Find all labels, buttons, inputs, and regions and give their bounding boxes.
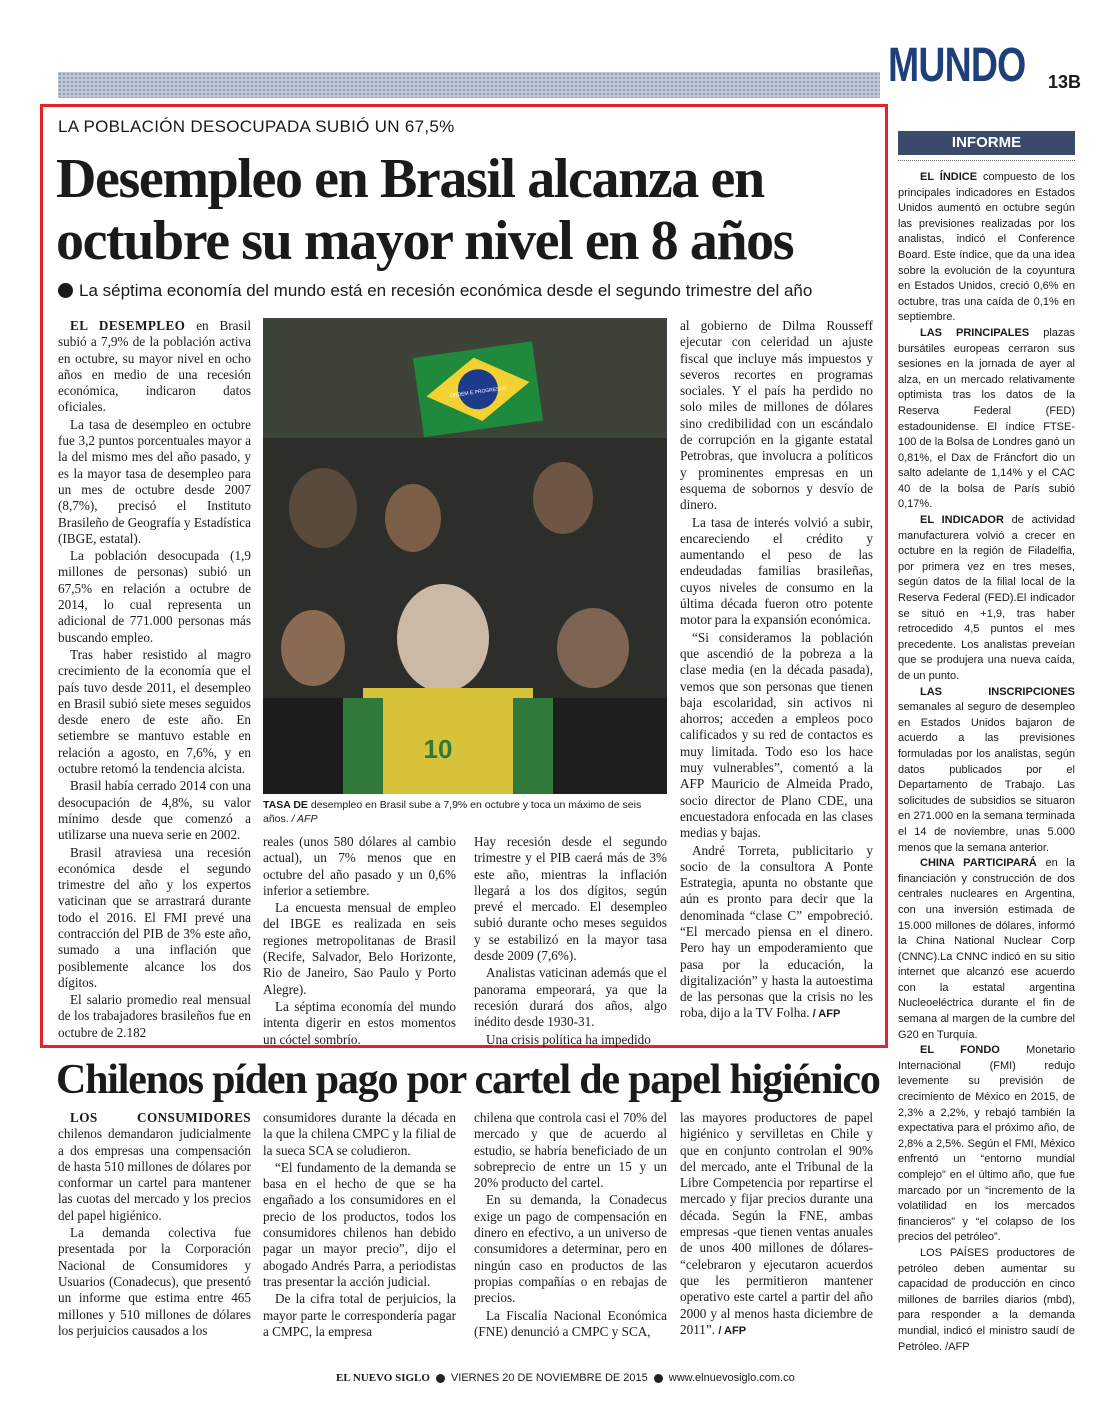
paragraph: André Torreta, publicitario y socio de la consultora A Ponte Estrategia, apunta no obstante que aún es pronto para decir que la denominada “clase C” empobreció. “El mercado piensa en el dinero. Pero hay un empoderamiento que pasa por la educación, la digitalización” y hasta la autoestima de las personas que la crisis no les roba, dijo a la TV Folha. (680, 842, 873, 1021)
section-title: MUNDO (888, 39, 1026, 92)
caption-text: desempleo en Brasil sube a 7,9% en octubre y toca un máximo de seis años. (263, 799, 642, 825)
article2-column-3 (474, 1110, 667, 1341)
protest-photo (263, 318, 667, 794)
article-deck (58, 281, 878, 301)
paragraph: consumidores durante la década en la que la chilena CMPC y la filial de la sueca SCA se coludieron. (263, 1110, 456, 1158)
shirt-number: 10 (423, 734, 453, 764)
sidebar-text: en la financiación y construcción de dos centrales nucleares en Argentina, con una inversión estimada de 15.000 millones de dólares, informó la China National Nuclear Corp (CNNC).La CNNC indicó en su sitio internet que alcanzó ese acuerdo con la estatal argentina Nucleoeléctrica durante el fin de semana al margen de la cumbre del G20 en Turquía. (898, 857, 1075, 1041)
informe-sidebar (898, 170, 1075, 1355)
footer-date: VIERNES 20 DE NOVIEMBRE DE 2015 (450, 1372, 648, 1384)
sidebar-text: LOS PAÍSES productores de petróleo deben aumentar su capacidad de producción en cinco millones de barriles diarios (mbd), para responder a la demanda mundial, indicó el ministro saudí de Petróleo. /AFP (898, 1246, 1075, 1353)
photo-caption (263, 798, 667, 826)
bullet-dot-icon (58, 283, 73, 298)
article-signature: / AFP (809, 1008, 841, 1021)
flag-motto: ORDEM E PROGRESSO (449, 385, 508, 400)
paragraph: La población desocupada (1,9 millones de personas) subió un 67,5% en relación a octubre de 2014, lo cual representa un adicional de 771.000 personas más buscando empleo. (58, 548, 251, 645)
caption-lead: TASA DE (263, 799, 308, 811)
paragraph: Brasil había cerrado 2014 con una desocupación de 4,8%, su valor mínimo desde que comenzó a utilizarse una nueva serie en 2002. (58, 778, 251, 843)
sidebar-text: plazas bursátiles europeas cerraron sus sesiones en la jornada de ayer al alza, en un mercado relativamente optimista tras los datos de la Reserva Federal (FED) estadounidense. El índice FTSE-100 de la Bolsa de Londres ganó un 0,81%, el Dax de Fráncfort dio un salto adelante de 1,14% y el CAC 40 de la bolsa de París subió 0,17%. (898, 326, 1075, 511)
sidebar-text: semanales al seguro de desempleo en Estados Unidos bajaron de acuerdo a las previsiones formuladas por los analistas, según datos publicados por el Departamento de Trabajo. Las solicitudes de subsidios se situaron en 271.000 en la semana terminada el 14 de noviembre, unas 5.000 menos que la semana anterior. (898, 701, 1075, 854)
paragraph: chilenos demandaron judicialmente a dos empresas una compensación de hasta 510 millones de dólares por conformar un cartel para mantener las cuotas del mercado y los precios del papel higiénico. (58, 1126, 251, 1223)
paragraph: En su demanda, la Conadecus exige un pago de compensación en dinero en efectivo, a un universo de consumidores a determinar, pero en ningún caso en productos de las propias compañías o en rebajas de precios. (474, 1192, 667, 1306)
paragraph: al gobierno de Dilma Rousseff ejecutar con celeridad un ajuste fiscal que incluye más impuestos y severos recortes en programas sociales. Y el país ha perdido no solo miles de millones de dólares sino credibilidad con un escándalo de corrupción en la gigante estatal Petrobras, que involucra a políticos y prominentes empresas en un esquema de sobornos y desvío de dinero. (680, 318, 873, 513)
page-footer (336, 1372, 795, 1384)
article1-column-4 (680, 318, 873, 1024)
sidebar-lead: EL INDICADOR (920, 514, 1004, 527)
sidebar-lead: LAS INSCRIPCIONES (920, 685, 1075, 698)
paragraph: Una crisis política ha impedido (486, 1031, 651, 1047)
bullet-dot-icon (654, 1374, 663, 1383)
sidebar-lead: EL FONDO (920, 1044, 1000, 1057)
sidebar-rule (898, 160, 1075, 161)
sidebar-text: compuesto de los principales indicadores en Estados Unidos aumentó en octubre según las previsiones realizadas por los analistas, indicó el Conference Board. Este índice, que da una idea sobre la evolución de la coyuntura en Estados Unidos, creció 0,6% en octubre, tras una caída de 0,1% en septiembre. (898, 171, 1075, 324)
bullet-dot-icon (436, 1374, 445, 1383)
sidebar-lead: CHINA PARTICIPARÁ (920, 857, 1037, 870)
paragraph: La encuesta mensual de empleo del IBGE es realizada en seis regiones metropolitanas de Brasil (Recife, Salvador, Belo Horizonte, Rio de Janeiro, Sao Paulo y Porto Alegre). (263, 900, 456, 997)
footer-url[interactable]: www.elnuevosiglo.com.co (668, 1372, 795, 1384)
article2-headline: Chilenos píden pago por cartel de papel higiénico (56, 1057, 880, 1103)
paragraph: Brasil atraviesa una recesión económica desde el segundo trimestre del año y los expertos vaticinan que se arrastrará durante todo el 2016. El FMI prevé una contracción del PIB de 3% este año, sumado a una inflación que posiblemente alcance los dos dígitos. (58, 844, 251, 990)
newspaper-brand: EL NUEVO SIGLO (336, 1372, 430, 1384)
paragraph: en Brasil subió a 7,9% de la población activa en octubre, su mayor nivel en ocho años en medio de una recesión económica, indicaron datos oficiales. (58, 318, 251, 415)
article2-column-4 (680, 1110, 873, 1340)
caption-credit: / AFP (288, 813, 318, 825)
article2-column-2 (263, 1110, 456, 1341)
lead-in: LOS CONSUMIDORES (70, 1110, 251, 1125)
article-headline (56, 148, 886, 272)
paragraph: De la cifra total de perjuicios, la mayor parte le correspondería pagar a CMPC, la empresa (263, 1291, 456, 1339)
lead-in: EL DESEMPLEO (70, 318, 186, 333)
article-kicker: LA POBLACIÓN DESOCUPADA SUBIÓ UN 67,5% (58, 117, 455, 136)
paragraph: chilena que controla casi el 70% del mercado y que de acuerdo al estudio, se habría beneficiado de un sobreprecio de entre un 15 y un 20% producto del cartel. (474, 1110, 667, 1191)
paragraph: “El fundamento de la demanda se basa en el hecho de que se ha engañado a los consumidores en el precio de los productos, todos los consumidores chilenos han debido pagar un mayor precio”, dijo el abogado Andrés Parra, a periodistas tras presentar la acción judicial. (263, 1159, 456, 1289)
article1-column-2 (263, 834, 456, 1049)
sidebar-text: de actividad manufacturera volvió a crecer en octubre en la región de Filadelfia, por primera vez en tres meses, según datos de la filial local de la Reserva Federal (FED).El indicador se situó en +1,9, tras haber retrocedido 4,5 puntos el mes precedente. Los analistas preveían que se produjera una nueva caída, de un punto. (898, 514, 1076, 682)
headline-line-1: Desempleo en Brasil alcanza en (56, 148, 764, 210)
paragraph: las mayores productores de papel higiénico y servilletas en Chile y que en conjunto controlan el 90% del mercado, ante el Tribunal de la Libre Competencia por repartirse el mercado y fijar precios durante una década. Según la FNE, ambas empresas -que tienen ventas anuales de unos 400 millones de dólares- “celebraron y ejecutaron acuerdos que les permitieron mantener operativo este cartel a partir del año 2000 y al menos hasta diciembre de 2011”. (680, 1110, 873, 1337)
paragraph: La séptima economía del mundo intenta digerir en estos momentos un cóctel sombrío. (263, 998, 456, 1047)
sidebar-lead: LAS PRINCIPALES (920, 326, 1030, 339)
deck-text: La séptima economía del mundo está en recesión económica desde el segundo trimestre del año (79, 281, 813, 300)
article2-column-1 (58, 1110, 251, 1340)
article1-column-3 (474, 834, 667, 1049)
sidebar-lead: EL ÍNDICE (920, 171, 978, 183)
page-number: 13B (1048, 72, 1082, 92)
sidebar-text: Monetario Internacional (FMI) redujo levemente su previsión de crecimiento de México en 2015, de 2,3% a 2,2%, y rebajó también la expectativa para el próximo año, de 2,8% a 2,5%. Según el FMI, México enfrentó un “entorno mundial complejo” en el último año, que fue marcado por un “incremento de la volatilidad en los mercados financieros” y “el colapso de los precios del petróleo”. (898, 1044, 1075, 1244)
paragraph: La tasa de desempleo en octubre fue 3,2 puntos porcentuales mayor a la del mismo mes del año pasado, y es la mayor tasa de desempleo para un mes de octubre desde 2007 (8,7%), precisó el Instituto Brasileño de Geografía y Estadística (IBGE, estatal). (58, 416, 251, 546)
paragraph: Tras haber resistido al magro crecimiento de la economía que el país tuvo desde 2011, el desempleo en Brasil subió siete meses seguidos desde enero de este año. En setiembre se mantuvo estable en relación a agosto, en 7,6%, y en octubre retomó la tendencia alcista. (58, 646, 251, 777)
article-signature: / AFP (718, 1324, 747, 1337)
paragraph: Hay recesión desde el segundo trimestre y el PIB caerá más de 3% este año, mientras la inflación llegará a los dos dígitos, según prevé el mercado. El desempleo subió durante ocho meses seguidos y se estabilizó en la mayor tasa desde 2009 (7,6%). (474, 834, 667, 964)
paragraph: El salario promedio real mensual de los trabajadores brasileños fue en octubre de 2.182 (58, 992, 251, 1040)
paragraph: “Si consideramos la población que ascendió de la pobreza a la clase media (en la década pasada), vemos que son personas que tienen baja escolaridad, sin activos ni ahorros; acceden a empleos poco calificados y su red de contactos es muy limitada. Todo eso los hace muy vulnerables”, comentó a la AFP Mauricio de Almeida Prado, socio director de Plano CDE, una encuestadora enfocada en las clases medias y bajas. (680, 629, 873, 841)
headline-line-2: octubre su mayor nivel en 8 años (56, 210, 794, 272)
informe-label: INFORME (898, 131, 1075, 155)
paragraph: Analistas vaticinan además que el panorama empeorará, ya que la recesión durará dos años, algo inédito desde 1930-31. (474, 965, 667, 1030)
article1-column-1 (58, 318, 251, 1042)
paragraph: La demanda colectiva fue presentada por la Corporación Nacional de Consumidores y Usuarios (Conadecus), que presentó un informe que estima entre 465 millones y 510 millones de dólares los perjuicios causados a los (58, 1225, 251, 1338)
header-band (58, 72, 880, 98)
paragraph: reales (unos 580 dólares al cambio actual), un 7% menos que en octubre del año pasado y un 0,6% inferior a setiembre. (263, 834, 456, 898)
paragraph: La Fiscalía Nacional Económica (FNE) denunció a CMPC y SCA, (474, 1307, 667, 1339)
paragraph: La tasa de interés volvió a subir, encareciendo el crédito y aumentando el peso de las endeudadas familias brasileñas, cuyos niveles de consumo en la última década fueron otro potente motor para la expansión económica. (680, 514, 873, 628)
